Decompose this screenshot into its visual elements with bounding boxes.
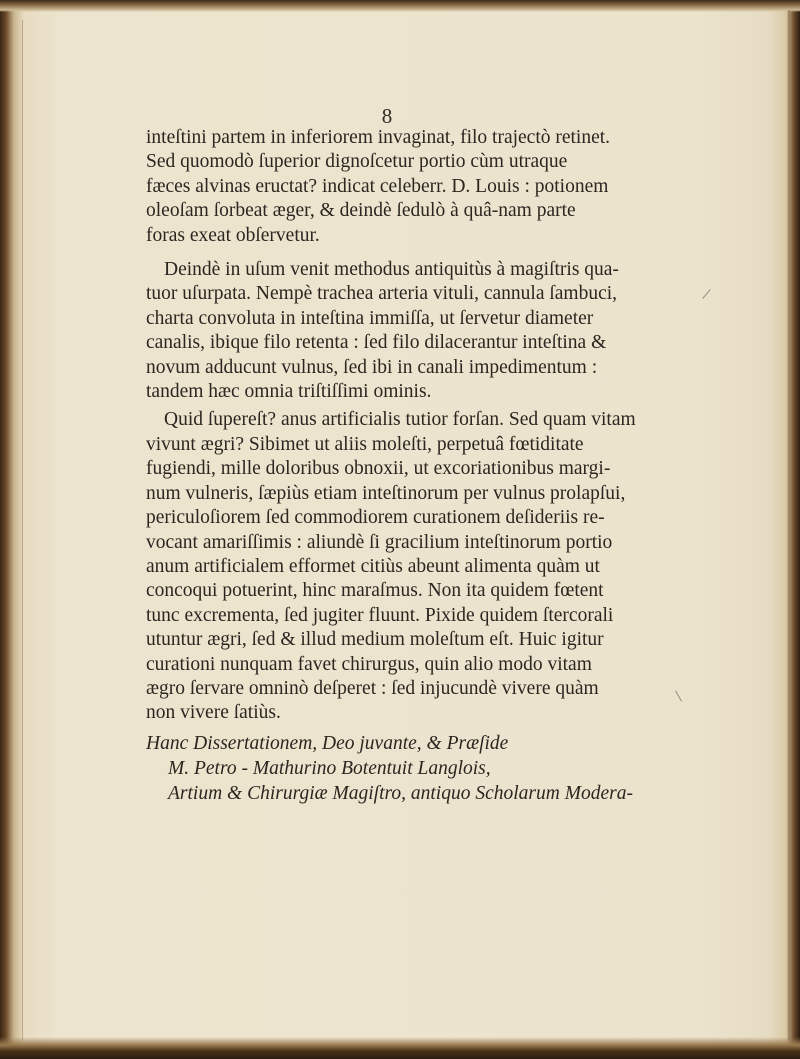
body-text <box>146 126 794 726</box>
dedication-line: Hanc Dissertationem, Deo juvante, & Præſide <box>146 733 509 754</box>
text-line: ægro ſervare omninò deſperet : ſed injucundè vivere quàm <box>146 677 599 699</box>
page-top-edge <box>0 0 800 12</box>
text-line: Sed quomodò ſuperior dignoſcetur portio cùm utraque <box>146 151 568 173</box>
text-line: non vivere ſatiùs. <box>146 702 281 724</box>
text-line: utuntur ægri, ſed & illud medium moleſtum eſt. Huic igitur <box>146 629 604 651</box>
text-line: novum adducunt vulnus, ſed ibi in canali impedimentum : <box>146 356 598 378</box>
dedication <box>146 731 794 806</box>
page-bottom-edge <box>0 1037 800 1059</box>
binding-gutter <box>22 20 23 1040</box>
dedication-line: Artium & Chirurgiæ Magiſtro, antiquo Scholarum Modera- <box>168 783 633 804</box>
text-line: periculoſiorem ſed commodiorem curationem deſideriis re- <box>146 507 605 529</box>
text-line: num vulneris, ſæpiùs etiam inteſtinorum per vulnus prolapſui, <box>146 482 626 504</box>
text-line: tunc excrementa, ſed jugiter fluunt. Pixide quidem ſtercorali <box>146 604 614 626</box>
text-line: canalis, ibique filo retenta : ſed filo dilacerantur inteſtina & <box>146 332 607 354</box>
text-line: Deindè in uſum venit methodus antiquitùs à magiſtris qua- <box>164 259 619 281</box>
text-line: concoqui potuerint, hinc maraſmus. Non ita quidem fœtent <box>146 580 604 602</box>
text-line: charta convoluta in inteſtina immiſſa, ut ſervetur diameter <box>146 307 594 329</box>
text-line: fugiendi, mille doloribus obnoxii, ut excoriationibus margi- <box>146 458 611 480</box>
page-number: 8 <box>381 104 393 128</box>
text-line: curationi nunquam favet chirurgus, quin alio modo vitam <box>146 653 592 675</box>
text-line: inteſtini partem in inferiorem invaginat, filo trajectò retinet. <box>146 127 611 148</box>
dedication-line: M. Petro - Mathurino Botentuit Langlois, <box>168 758 491 779</box>
text-line: tuor uſurpata. Nempè trachea arteria vituli, cannula ſambuci, <box>146 283 618 305</box>
text-line: fæces alvinas eructat? indicat celeberr. D. Louis : potionem <box>146 175 609 197</box>
text-line: tandem hæc omnia triſtiſſimi ominis. <box>146 381 432 403</box>
text-line: Quid ſupereſt? anus artificialis tutior forſan. Sed quam vitam <box>164 409 636 431</box>
text-line: vivunt ægri? Sibimet ut aliis moleſti, perpetuâ fœtiditate <box>146 433 584 455</box>
text-line: oleoſam ſorbeat æger, & deindè ſedulò à quâ-nam parte <box>146 200 576 222</box>
text-line: anum artificialem efformet citiùs abeunt alimenta quàm ut <box>146 555 600 577</box>
text-line: vocant amariſſimis : aliundè ſi gracilium inteſtinorum portio <box>146 531 613 553</box>
text-line: foras exeat obſervetur. <box>146 224 320 246</box>
